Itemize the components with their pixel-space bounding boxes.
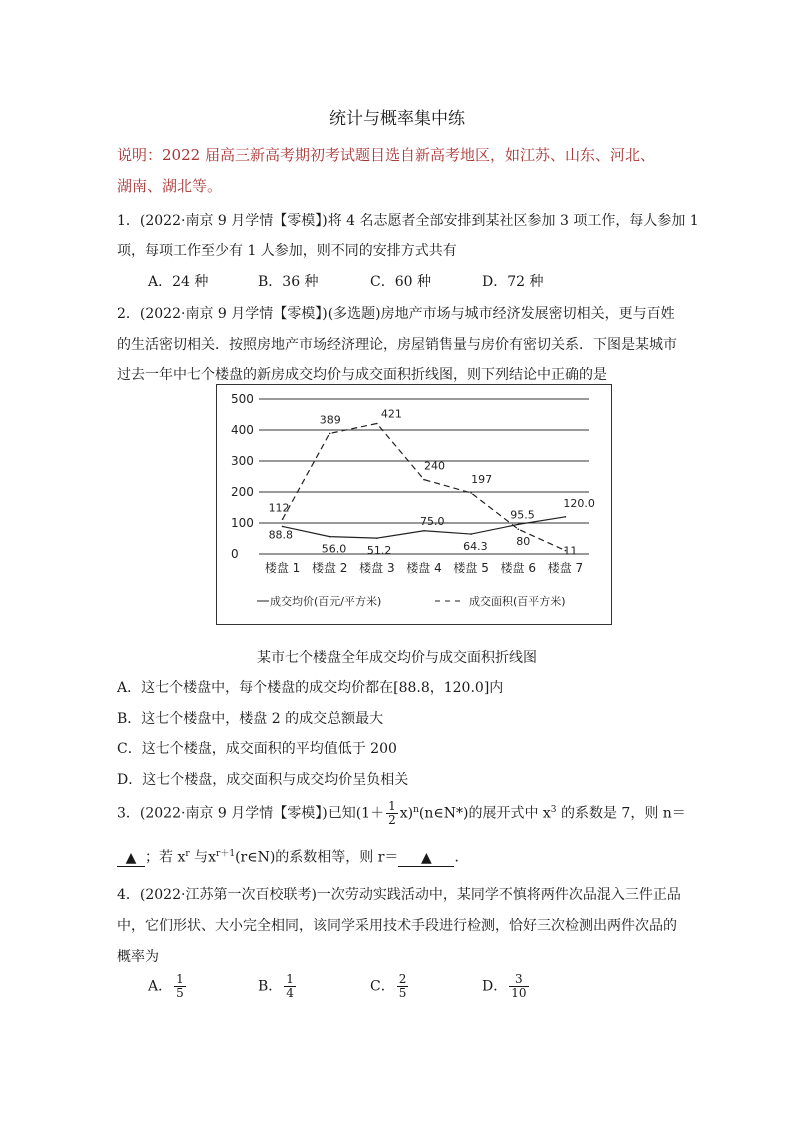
- q3-blank-2[interactable]: ▲: [398, 850, 454, 867]
- q3-sup-n: n: [413, 804, 419, 815]
- q1-line-2: 项，每项工作至少有 1 人参加，则不同的安排方式共有: [117, 243, 457, 259]
- q4-option-b: [258, 973, 298, 1000]
- q1-option-c: C．60 种: [370, 274, 431, 290]
- q4-option-d-den: 10: [511, 986, 527, 1000]
- q3-fraction: [386, 800, 398, 827]
- q3-sup-3: 3: [550, 804, 557, 815]
- y-tick-label-500: 500: [231, 392, 254, 406]
- q3-prefix: 3．(2022·南京 9 月学情【零模】)已知(1＋: [117, 805, 385, 822]
- x-tick-label-2: 楼盘 2: [311, 561, 348, 575]
- series-1-point-4: [423, 530, 425, 532]
- line-chart-frame: [216, 384, 612, 625]
- q2-line-2: 的生活密切相关．按照房地产市场经济理论，房屋销售量与房价有密切关系．下图是某城市: [117, 337, 677, 353]
- q4-option-c-label: C．: [370, 978, 395, 995]
- series-2-point-3: [376, 423, 378, 425]
- q2-line-3: 过去一年中七个楼盘的新房成交均价与成交面积折线图，则下列结论中正确的是: [117, 367, 607, 383]
- q4-option-b-num: 1: [286, 972, 294, 986]
- q4-option-c-den: 5: [398, 986, 407, 1000]
- series-2-data-label-2: 389: [319, 413, 341, 427]
- q3-frac-num: 1: [388, 799, 396, 813]
- q3-text-f: ．: [454, 849, 469, 866]
- line-chart: [217, 385, 611, 624]
- q4-line-1: 4．(2022·江苏第一次百校联考)一次劳动实践活动中，某同学不慎将两件次品混入三件正品: [117, 887, 681, 903]
- q1-option-a: A．24 种: [148, 274, 209, 290]
- q3-rest: (n∈N*)的展开式中 x: [418, 805, 551, 822]
- x-tick-label-4: 楼盘 4: [406, 561, 442, 575]
- series-2-data-label-7: 11: [563, 544, 578, 558]
- q2-option-b: B．这七个楼盘中，楼盘 2 的成交总额最大: [117, 711, 384, 727]
- q3-line-2: [117, 846, 468, 867]
- q4-option-a: [148, 973, 188, 1000]
- q3-sup-r: r: [185, 849, 190, 859]
- y-tick-label-300: 300: [231, 454, 254, 468]
- series-1-data-label-4: 75.0: [420, 514, 445, 528]
- series-1-point-2: [329, 536, 331, 538]
- q4-option-c-num: 2: [398, 972, 407, 986]
- chart-caption: 某市七个楼盘全年成交均价与成交面积折线图: [257, 650, 537, 666]
- series-2-point-1: [282, 518, 284, 520]
- q4-line-3: 概率为: [117, 949, 159, 965]
- q3-text-d: (r∈N)的系数相等，则 r＝: [235, 849, 399, 866]
- q3-frac-den: 2: [388, 813, 396, 827]
- x-tick-label-3: 楼盘 3: [359, 561, 395, 575]
- q2-option-a: A．这七个楼盘中，每个楼盘的成交均价都在[88.8，120.0]内: [117, 680, 504, 696]
- q2-option-d: D．这七个楼盘，成交面积与成交均价呈负相关: [117, 772, 409, 788]
- x-tick-label-5: 楼盘 5: [453, 561, 489, 575]
- y-tick-label-100: 100: [231, 516, 254, 530]
- q3-mid: x): [399, 805, 414, 822]
- series-1-data-label-3: 51.2: [366, 544, 392, 558]
- page-title: 统计与概率集中练: [329, 109, 465, 129]
- q4-option-a-num: 1: [176, 972, 184, 986]
- series-2-data-label-1: 112: [268, 501, 290, 515]
- q3-blank-1[interactable]: ▲: [117, 850, 145, 867]
- q4-option-b-label: B．: [258, 978, 283, 995]
- q3-text-b: ；若 x: [145, 849, 186, 866]
- q3-text-c: 与x: [189, 849, 217, 866]
- legend-label-1: 成交均价(百元/平方米): [270, 595, 382, 608]
- q4-option-b-den: 4: [286, 986, 294, 1000]
- q4-option-a-den: 5: [176, 986, 184, 1000]
- series-1-point-1: [282, 526, 284, 528]
- series-2-data-label-4: 240: [424, 459, 445, 473]
- series-1-point-6: [517, 524, 519, 526]
- y-tick-label-0: 0: [231, 547, 239, 561]
- q1-option-b: B．36 种: [258, 274, 319, 290]
- q4-option-d-num: 3: [509, 973, 528, 987]
- q4-option-d-label: D．: [482, 978, 508, 995]
- series-1-data-label-7: 120.0: [563, 496, 595, 510]
- q4-option-d: [482, 973, 531, 1000]
- q4-line-2: 中，它们形状、大小完全相同，该同学采用技术手段进行检测，恰好三次检测出两件次品的: [117, 918, 677, 934]
- q2-option-c: C．这七个楼盘，成交面积的平均值低于 200: [117, 741, 397, 757]
- series-1-data-label-2: 56.0: [321, 542, 347, 556]
- legend-label-2: 成交面积(百平方米): [469, 595, 566, 608]
- series-1-point-7: [565, 516, 567, 518]
- series-1-data-label-6: 95.5: [510, 508, 535, 522]
- q4-option-a-label: A．: [148, 978, 173, 995]
- series-2-point-5: [470, 492, 472, 494]
- series-2-data-label-5: 197: [471, 472, 493, 486]
- series-2-data-label-3: 421: [380, 407, 402, 421]
- series-1-point-5: [470, 533, 472, 535]
- series-1-data-label-1: 88.8: [268, 528, 294, 542]
- note-line-1: 说明：2022 届高三新高考期初考试题目选自新高考地区，如江苏、山东、河北、: [117, 146, 655, 164]
- series-1-data-label-5: 64.3: [463, 540, 488, 554]
- q1-line-1: 1．(2022·南京 9 月学情【零模】)将 4 名志愿者全部安排到某社区参加 3 项工作，每人参加 1: [117, 213, 699, 229]
- q3-tail: 的系数是 7，则 n＝: [556, 805, 686, 822]
- series-2-data-label-6: 80: [516, 535, 531, 549]
- series-1-point-3: [376, 537, 378, 539]
- x-tick-label-1: 楼盘 1: [264, 561, 301, 575]
- q2-line-1: 2．(2022·南京 9 月学情【零模】)(多选题)房地产市场与城市经济发展密切相关，更与百姓: [117, 306, 675, 322]
- q4-option-c: [370, 973, 410, 1000]
- x-tick-label-6: 楼盘 6: [500, 561, 537, 575]
- q1-option-d: D．72 种: [482, 274, 544, 290]
- series-2-point-6: [517, 528, 519, 530]
- series-2-point-4: [423, 479, 425, 481]
- y-tick-label-200: 200: [231, 485, 254, 499]
- series-2-point-2: [329, 433, 331, 435]
- q3-sup-r1: r＋1: [216, 849, 236, 859]
- note-line-2: 湖南、湖北等。: [117, 177, 223, 195]
- x-tick-label-7: 楼盘 7: [547, 561, 584, 575]
- q3-line-1: [117, 800, 686, 827]
- y-tick-label-400: 400: [231, 423, 254, 437]
